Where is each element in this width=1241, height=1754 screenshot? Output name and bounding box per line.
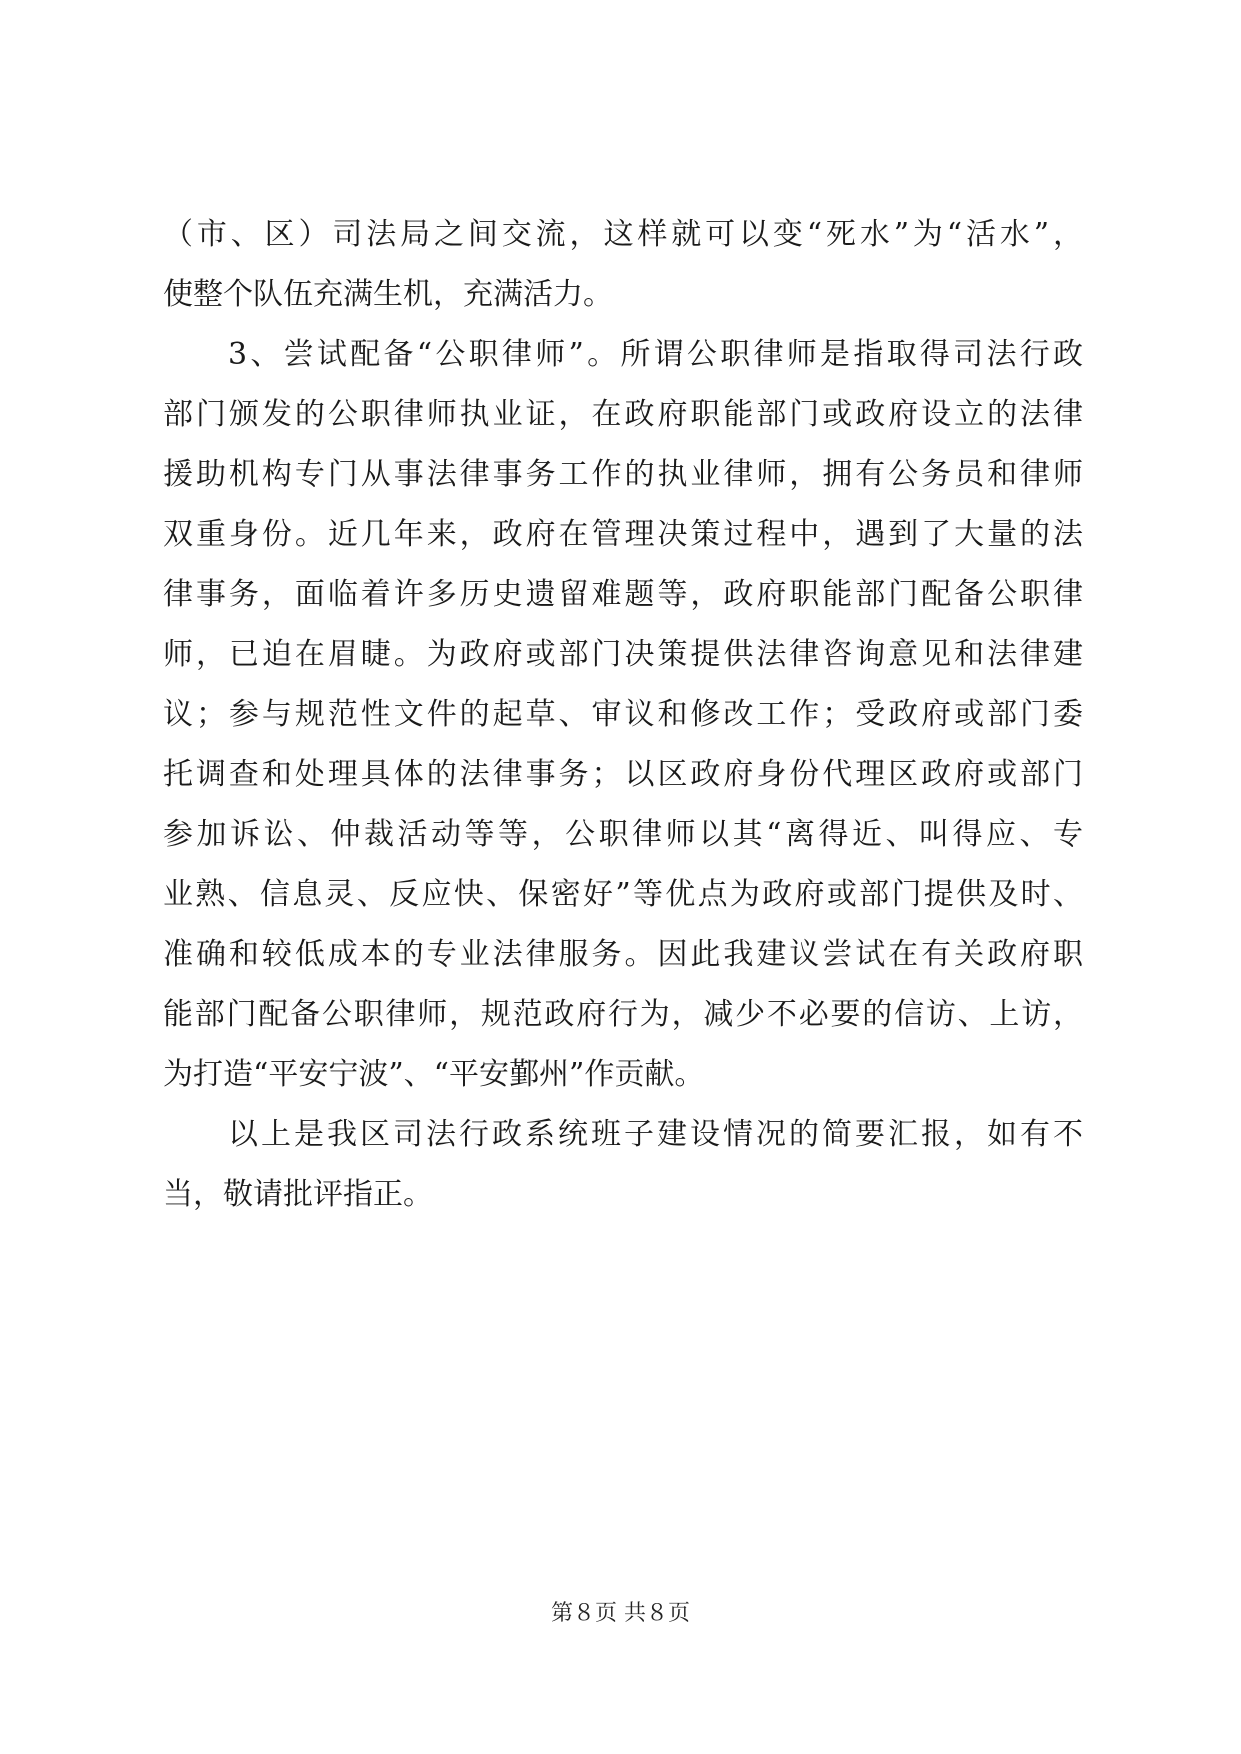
text-line: 师，已迫在眉睫。为政府或部门决策提供法律咨询意见和法律建 xyxy=(163,637,1083,672)
text-line: 议；参与规范性文件的起草、审议和修改工作；受政府或部门委 xyxy=(163,697,1083,732)
paragraph xyxy=(163,205,1083,325)
text-line: 托调查和处理具体的法律事务；以区政府身份代理区政府或部门 xyxy=(163,757,1083,792)
page-number-footer: 第８页 共８页 xyxy=(551,1601,690,1626)
text-line: 当，敬请批评指正。 xyxy=(163,1177,433,1212)
text-line: （市、区）司法局之间交流，这样就可以变“死水”为“活水”， xyxy=(163,217,1083,252)
text-line: 能部门配备公职律师，规范政府行为，减少不必要的信访、上访， xyxy=(163,997,1083,1032)
text-line: 部门颁发的公职律师执业证，在政府职能部门或政府设立的法律 xyxy=(163,397,1083,432)
document-body xyxy=(163,205,1083,1225)
text-line: 双重身份。近几年来，政府在管理决策过程中，遇到了大量的法 xyxy=(163,517,1083,552)
text-line: 以上是我区司法行政系统班子建设情况的简要汇报，如有不 xyxy=(228,1117,1083,1152)
paragraph xyxy=(163,325,1083,1105)
paragraph xyxy=(163,1105,1083,1225)
text-line: 律事务，面临着许多历史遗留难题等，政府职能部门配备公职律 xyxy=(163,577,1083,612)
text-line: 援助机构专门从事法律事务工作的执业律师，拥有公务员和律师 xyxy=(163,457,1083,492)
text-line: 为打造“平安宁波”、“平安鄞州”作贡献。 xyxy=(163,1057,705,1092)
text-line: 业熟、信息灵、反应快、保密好”等优点为政府或部门提供及时、 xyxy=(163,877,1083,912)
text-line: 3、尝试配备“公职律师”。所谓公职律师是指取得司法行政 xyxy=(228,337,1083,372)
text-line: 准确和较低成本的专业法律服务。因此我建议尝试在有关政府职 xyxy=(163,937,1083,972)
text-line: 参加诉讼、仲裁活动等等，公职律师以其“离得近、叫得应、专 xyxy=(163,817,1083,852)
text-line: 使整个队伍充满生机，充满活力。 xyxy=(163,277,613,312)
